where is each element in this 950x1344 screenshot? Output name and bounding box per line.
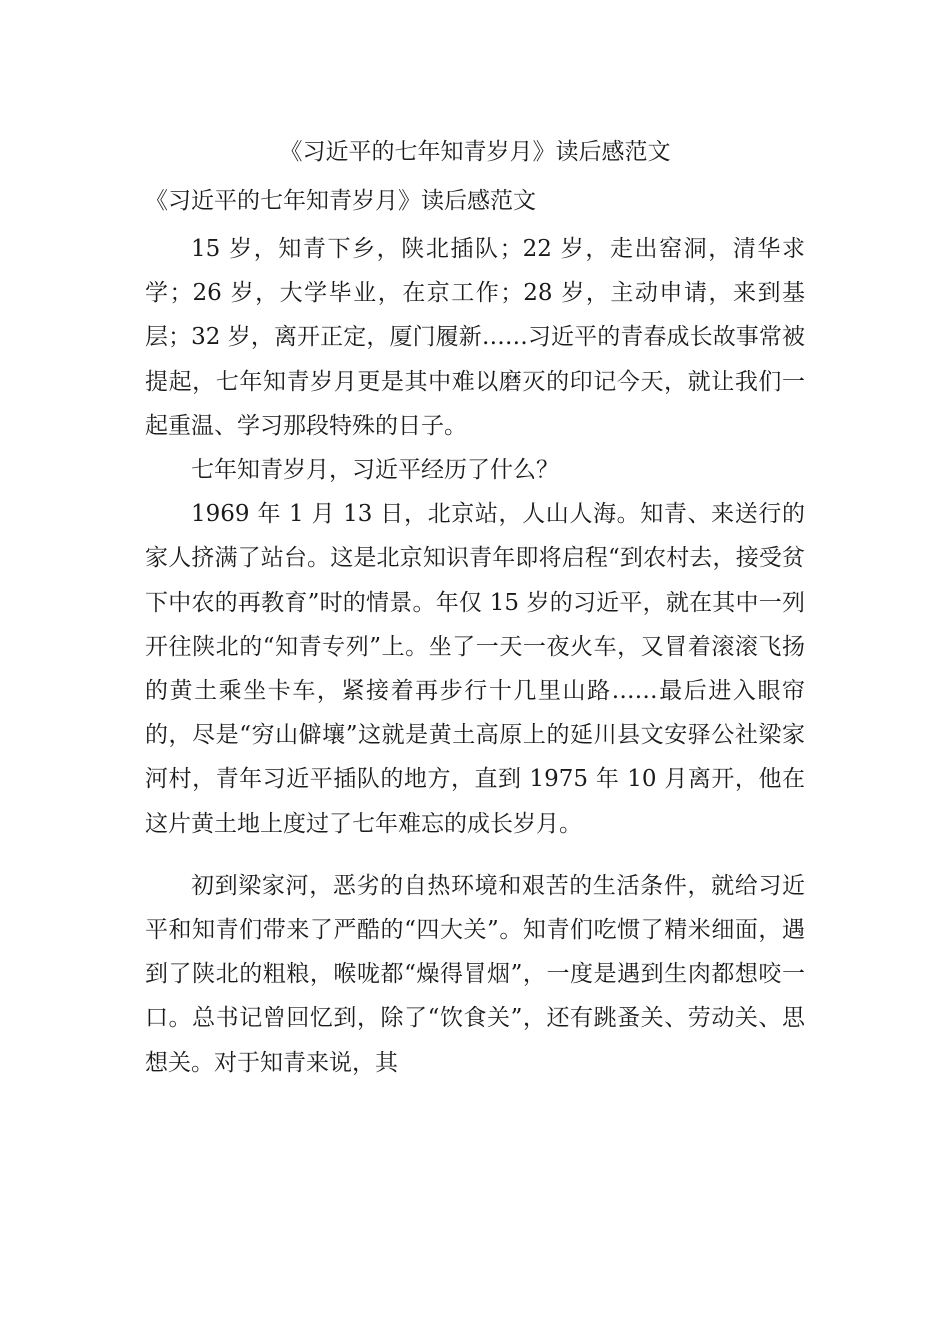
document-title: 《习近平的七年知青岁月》读后感范文 xyxy=(279,139,671,165)
paragraph-1: 15 岁，知青下乡，陕北插队；22 岁，走出窑洞，清华求学；26 岁，大学毕业，在京工作；28 岁，主动申请，来到基层；32 岁，离开正定，厦门履新……习近平的青春成长故事常被提起，七年知青岁月更是其中难以磨灭的印记今天，就让我们一起重温、学习那段特殊的日子。 xyxy=(145,236,805,439)
paragraph-3: 1969 年 1 月 13 日，北京站，人山人海。知青、来送行的家人挤满了站台。这是北京知识青年即将启程“到农村去，接受贫下中农的再教育”时的情景。年仅 15 岁的习近平，就在其中一列开往陕北的“知青专列”上。坐了一天一夜火车，又冒着滚滚飞扬的黄土乘坐卡车，紧接着再步行十几里山路……最后进入眼帘的，尽是“穷山僻壤”这就是黄土高原上的延川县文安驿公社梁家河村，青年习近平插队的地方，直到 1975 年 10 月离开，他在这片黄土地上度过了七年难忘的成长岁月。 xyxy=(145,501,805,837)
paragraph-2: 七年知青岁月，习近平经历了什么？ xyxy=(191,457,559,484)
paragraph-4: 初到梁家河，恶劣的自热环境和艰苦的生活条件，就给习近平和知青们带来了严酷的“四大关”。知青们吃惯了精米细面，遇到了陕北的粗粮，喉咙都“燥得冒烟”，一度是遇到生肉都想咬一口。总书记曾回忆到，除了“饮食关”，还有跳蚤关、劳动关、思想关。对于知青来说，其 xyxy=(145,872,805,1076)
document-subtitle: 《习近平的七年知青岁月》读后感范文 xyxy=(145,188,536,214)
document-body xyxy=(145,227,805,1085)
